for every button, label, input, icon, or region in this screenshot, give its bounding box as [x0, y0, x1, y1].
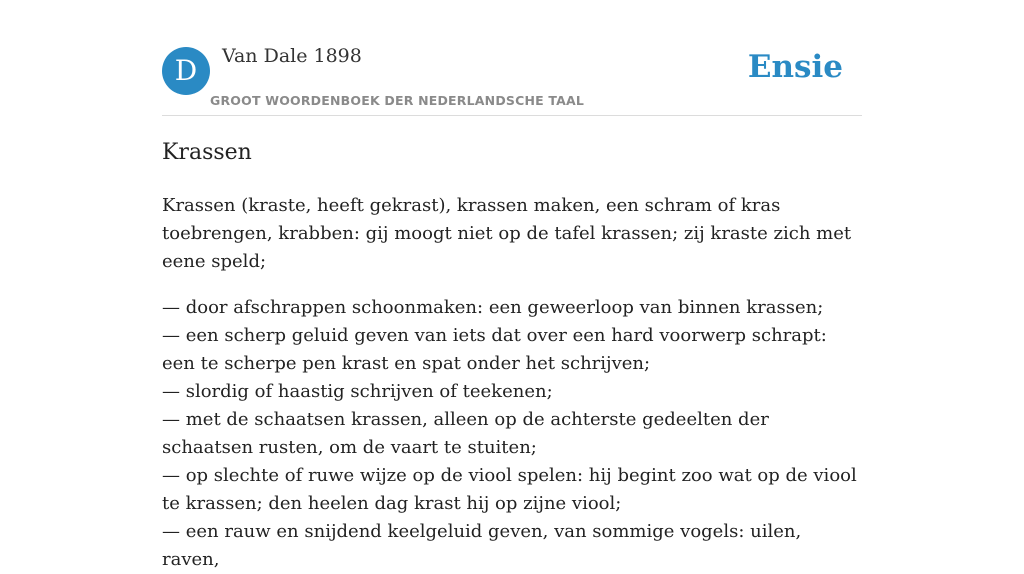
sense-item: — op slechte of ruwe wijze op de viool spelen: hij begint zoo wat op de viool te krassen; den heelen dag krast hij op zijne viool; [162, 465, 857, 514]
definition-lead: Krassen (kraste, heeft gekrast), krassen maken, een schram of kras toebrengen, krabben: gij moogt niet op de tafel krassen; zij kraste zich met eene speld; [162, 195, 852, 272]
sense-item: — met de schaatsen krassen, alleen op de achterste gedeelten der schaatsen rusten, om de vaart te stuiten; [162, 409, 769, 458]
sense-item: — een scherp geluid geven van iets dat over een hard voorwerp schrapt: een te scherpe pen krast en spat onder het schrijven; [162, 325, 827, 374]
page-container [162, 0, 862, 570]
definition-body [162, 192, 862, 574]
definition-senses [162, 294, 862, 574]
brand-logo[interactable]: Ensie [747, 49, 843, 85]
source-title[interactable]: Van Dale 1898 [222, 45, 362, 67]
sense-item: — slordig of haastig schrijven of teekenen; [162, 381, 553, 402]
sense-item: — door afschrappen schoonmaken: een geweerloop van binnen krassen; [162, 297, 824, 318]
headword: Krassen [162, 140, 252, 165]
source-subtitle: GROOT WOORDENBOEK DER NEDERLANDSCHE TAAL [210, 93, 585, 108]
sense-item: — een rauw en snijdend keelgeluid geven, van sommige vogels: uilen, raven, [162, 521, 802, 570]
entry-header [162, 0, 862, 116]
source-logo[interactable]: D [162, 47, 210, 95]
